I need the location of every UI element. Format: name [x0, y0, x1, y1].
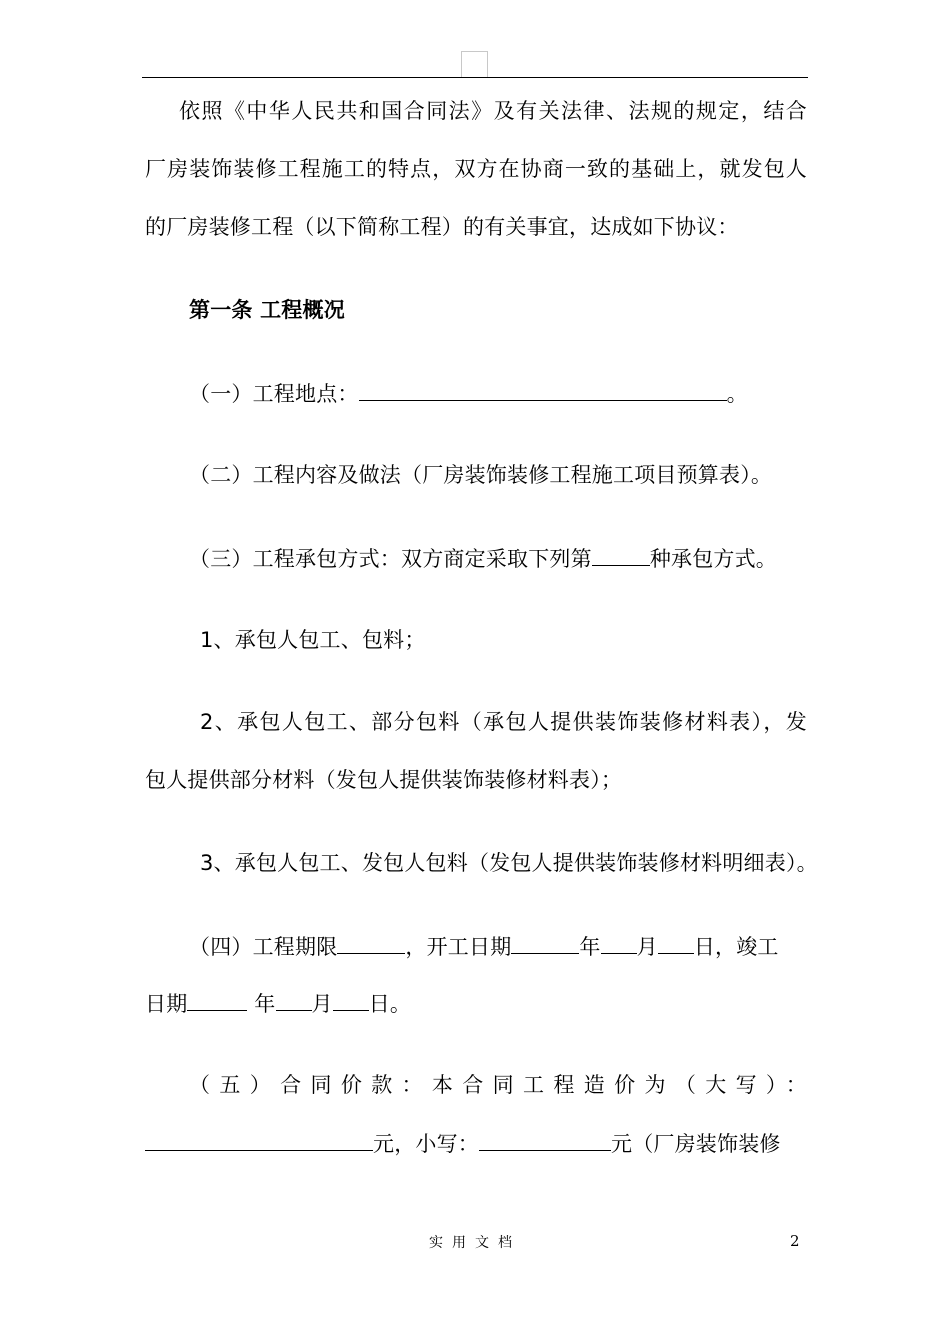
item-5-line2-a: 元，小写：	[373, 1132, 479, 1156]
intro-paragraph-line-1: 依照《中华人民共和国合同法》及有关法律、法规的规定，结合	[179, 99, 807, 123]
item-4-e: 日，竣工	[693, 935, 779, 959]
option-3: 3、承包人包工、发包人包料（发包人提供装饰装修材料明细表）。	[200, 851, 818, 875]
start-day-blank	[658, 931, 694, 954]
end-month-blank	[276, 988, 312, 1011]
end-day-blank	[333, 988, 369, 1011]
option-1: 1、承包人包工、包料；	[200, 628, 426, 652]
method-number-blank	[592, 543, 650, 566]
price-lowercase-blank	[479, 1128, 611, 1151]
page-number: 2	[790, 1232, 800, 1250]
end-year-blank	[187, 988, 247, 1011]
item-5-price-line-2	[145, 1128, 807, 1158]
start-year-blank	[511, 931, 579, 954]
intro-paragraph-line-2: 厂房装饰装修工程施工的特点，双方在协商一致的基础上，就发包人	[145, 157, 807, 181]
article-1-heading: 第一条 工程概况	[189, 298, 345, 322]
item-4-d: 月	[636, 935, 658, 959]
item-4-line2-c: 月	[311, 992, 333, 1016]
item-4-line2-d: 日。	[368, 992, 412, 1016]
option-2-line-1: 2、承包人包工、部分包料（承包人提供装饰装修材料表），发	[200, 710, 807, 734]
option-2-line-2: 包人提供部分材料（发包人提供装饰装修材料表）；	[145, 768, 623, 792]
item-1-label: （一）工程地点：	[189, 382, 359, 406]
item-4-c: 年	[579, 935, 601, 959]
header-rule	[142, 77, 808, 78]
price-uppercase-blank	[145, 1128, 373, 1151]
item-2-content: （二）工程内容及做法（厂房装饰装修工程施工项目预算表）。	[189, 463, 773, 487]
item-1-end: 。	[726, 382, 748, 406]
intro-paragraph-line-3: 的厂房装修工程（以下简称工程）的有关事宜，达成如下协议：	[145, 215, 739, 239]
period-blank	[337, 931, 405, 954]
item-4-period-line-1	[189, 931, 809, 961]
item-3-contract-method	[189, 543, 809, 573]
item-5-price-line-1: （五）合同价款：本合同工程造价为（大写）：	[189, 1073, 807, 1097]
item-3-end: 种承包方式。	[649, 547, 778, 571]
item-3-start: （三）工程承包方式：双方商定采取下列第	[189, 547, 592, 571]
start-month-blank	[601, 931, 637, 954]
item-4-line2-b: 年	[254, 992, 276, 1016]
footer-label: 实用文档	[429, 1235, 521, 1251]
item-4-b: ，开工日期	[405, 935, 512, 959]
item-4-period-line-2	[145, 988, 807, 1018]
item-4-line2-a: 日期	[145, 992, 188, 1016]
header-box	[461, 51, 488, 77]
location-blank	[359, 378, 727, 401]
item-5-line2-b: 元（厂房装饰装修	[611, 1132, 781, 1156]
item-1-location	[189, 378, 789, 408]
item-4-a: （四）工程期限	[189, 935, 338, 959]
